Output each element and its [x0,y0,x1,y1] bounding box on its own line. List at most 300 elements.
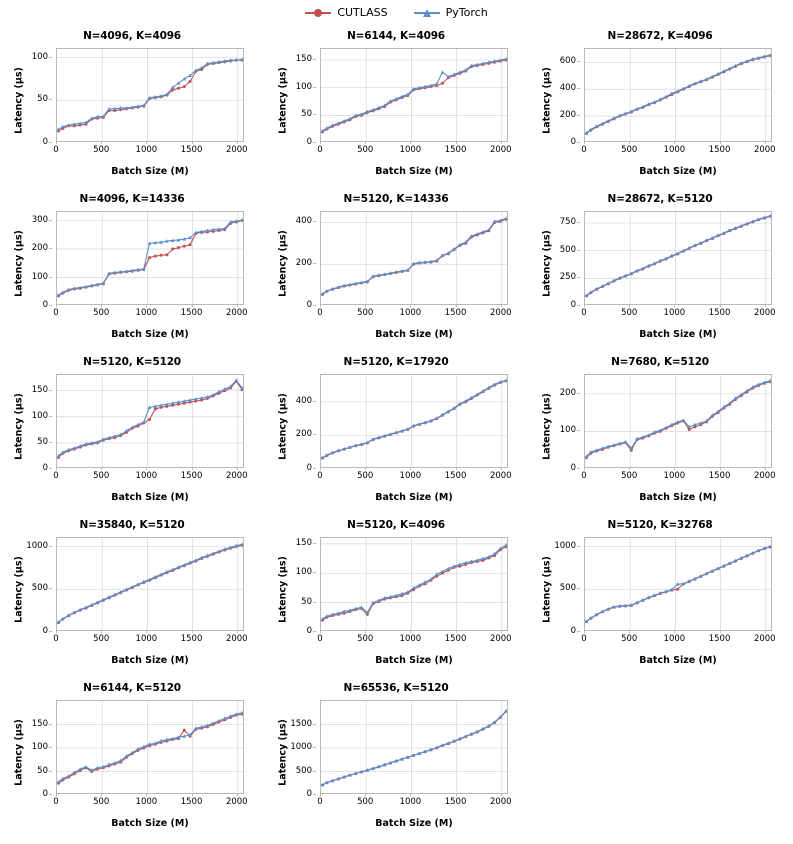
subplot-title: N=65536, K=5120 [343,682,449,694]
x-tick-mark [365,793,366,796]
y-tick-mark [577,468,580,469]
y-tick-mark [49,248,52,249]
x-tick-mark [365,141,366,144]
y-tick-label: 0 [570,300,576,310]
x-tick-mark [456,793,457,796]
x-tick-mark [765,467,766,470]
x-tick-mark [720,304,721,307]
subplot [264,26,528,189]
y-axis-label: Latency (μs) [541,393,553,460]
x-tick-labels [581,633,776,645]
subplot-title: N=6144, K=4096 [347,30,445,42]
x-tick-label: 1000 [399,634,422,644]
x-axis-label: Batch Size (M) [639,166,717,177]
x-tick-label: 0 [53,145,59,155]
x-tick-label: 500 [93,797,110,807]
x-tick-label: 500 [621,471,638,481]
subplot-grid [0,26,793,844]
y-tick-mark [313,631,316,632]
x-tick-mark [501,793,502,796]
y-tick-mark [313,434,316,435]
subplot-title: N=4096, K=14336 [79,193,185,205]
x-tick-label: 0 [317,634,323,644]
y-tick-labels [0,374,52,473]
x-tick-label: 1000 [663,634,686,644]
x-tick-label: 0 [53,634,59,644]
x-tick-label: 0 [581,145,587,155]
y-tick-label: 0 [42,300,48,310]
y-tick-mark [313,263,316,264]
y-tick-mark [577,250,580,251]
y-tick-label: 200 [559,110,576,121]
y-tick-label: 500 [31,583,48,594]
y-tick-mark [313,221,316,222]
x-tick-label: 500 [93,145,110,155]
x-tick-labels [317,796,512,808]
subplot [0,189,264,352]
y-tick-labels [0,537,52,636]
x-tick-mark [410,630,411,633]
y-tick-mark [577,277,580,278]
y-tick-mark [313,794,316,795]
x-tick-labels [53,796,248,808]
plot-area [584,211,772,305]
y-tick-label: 1000 [26,540,48,551]
x-tick-mark [720,630,721,633]
y-axis-label: Latency (μs) [541,67,553,134]
x-tick-label: 1500 [708,145,731,155]
x-tick-mark [365,467,366,470]
x-tick-mark [629,141,630,144]
y-tick-label: 150 [31,718,48,729]
y-tick-label: 100 [295,81,312,92]
y-tick-label: 150 [295,537,312,548]
plot-area [56,374,244,468]
y-tick-mark [313,572,316,573]
x-axis-label: Batch Size (M) [639,655,717,666]
subplot [0,515,264,678]
legend-label: PyTorch [445,6,488,19]
x-tick-label: 2000 [489,145,512,155]
x-tick-mark [320,141,321,144]
y-tick-label: 500 [559,583,576,594]
y-axis-label: Latency (μs) [13,556,25,623]
x-tick-labels [317,470,512,482]
y-tick-mark [49,442,52,443]
x-tick-mark [192,467,193,470]
y-tick-mark [49,794,52,795]
y-tick-label: 200 [31,243,48,254]
y-tick-mark [49,99,52,100]
y-tick-label: 50 [37,765,48,776]
y-tick-mark [577,115,580,116]
x-tick-labels [581,307,776,319]
y-tick-mark [313,747,316,748]
y-tick-label: 0 [42,137,48,147]
x-tick-mark [629,304,630,307]
x-tick-labels [317,307,512,319]
x-tick-labels [581,470,776,482]
y-tick-labels [264,48,316,147]
y-tick-mark [49,390,52,391]
y-tick-label: 100 [295,567,312,578]
plot-area [56,48,244,142]
x-tick-mark [237,630,238,633]
x-tick-mark [584,141,585,144]
x-tick-mark [501,467,502,470]
y-tick-mark [49,305,52,306]
x-tick-mark [192,304,193,307]
subplot [528,26,792,189]
y-tick-label: 300 [31,214,48,225]
legend-entry-cutlass [305,6,387,19]
x-tick-mark [720,467,721,470]
y-tick-mark [49,724,52,725]
plot-area [320,374,508,468]
y-tick-label: 50 [301,596,312,607]
x-tick-label: 1000 [663,308,686,318]
y-tick-label: 50 [37,94,48,105]
y-tick-mark [577,61,580,62]
x-tick-mark [410,467,411,470]
x-tick-label: 500 [93,308,110,318]
y-tick-label: 400 [295,395,312,406]
x-tick-label: 2000 [489,797,512,807]
plot-area [56,211,244,305]
x-tick-mark [629,467,630,470]
y-tick-mark [313,724,316,725]
x-tick-label: 500 [357,471,374,481]
legend-swatch-circle-icon [305,7,331,19]
y-tick-label: 150 [31,384,48,395]
x-tick-label: 1500 [180,471,203,481]
plot-area [584,48,772,142]
y-tick-mark [577,430,580,431]
y-tick-mark [313,602,316,603]
x-tick-label: 0 [581,634,587,644]
x-tick-label: 0 [53,797,59,807]
y-tick-labels [264,374,316,473]
x-tick-label: 1000 [399,145,422,155]
x-tick-label: 1000 [663,145,686,155]
y-tick-label: 200 [559,387,576,398]
x-axis-label: Batch Size (M) [111,329,189,340]
y-tick-mark [313,142,316,143]
y-tick-label: 0 [42,626,48,636]
x-tick-mark [192,793,193,796]
x-tick-mark [584,304,585,307]
y-tick-mark [49,416,52,417]
y-tick-labels [264,211,316,310]
x-tick-label: 1500 [180,308,203,318]
x-tick-label: 500 [621,145,638,155]
x-tick-mark [101,467,102,470]
subplot-title: N=5120, K=5120 [83,356,181,368]
x-tick-label: 0 [317,145,323,155]
legend [0,6,793,19]
x-tick-mark [410,304,411,307]
plot-area [584,537,772,631]
y-tick-label: 0 [306,463,312,473]
x-tick-label: 500 [357,308,374,318]
subplot [0,352,264,515]
y-tick-mark [313,401,316,402]
x-tick-label: 2000 [753,634,776,644]
subplot [528,352,792,515]
x-tick-mark [237,793,238,796]
y-tick-label: 500 [295,765,312,776]
y-tick-label: 1000 [290,742,312,752]
y-tick-labels [264,537,316,636]
y-tick-mark [49,771,52,772]
legend-label: CUTLASS [337,6,388,19]
x-tick-label: 0 [317,471,323,481]
subplot [0,26,264,189]
y-tick-mark [49,588,52,589]
x-tick-label: 2000 [753,308,776,318]
x-tick-mark [456,141,457,144]
x-tick-label: 1000 [399,308,422,318]
subplot-title: N=5120, K=32768 [607,519,713,531]
x-tick-label: 1500 [444,634,467,644]
y-tick-mark [313,305,316,306]
x-axis-label: Batch Size (M) [375,655,453,666]
y-tick-label: 1500 [290,718,312,729]
x-tick-label: 2000 [489,308,512,318]
x-tick-label: 2000 [489,471,512,481]
plot-area [320,48,508,142]
y-tick-mark [577,393,580,394]
y-tick-mark [313,543,316,544]
subplot-title: N=7680, K=5120 [611,356,709,368]
y-tick-mark [49,546,52,547]
x-tick-mark [320,467,321,470]
x-tick-mark [146,141,147,144]
x-tick-mark [192,630,193,633]
x-tick-label: 2000 [225,634,248,644]
y-tick-label: 750 [559,217,576,228]
x-tick-label: 0 [317,308,323,318]
y-tick-label: 250 [559,272,576,283]
x-tick-mark [320,630,321,633]
y-tick-label: 400 [295,216,312,227]
x-axis-label: Batch Size (M) [111,818,189,829]
y-tick-label: 0 [306,789,312,799]
y-tick-mark [313,468,316,469]
x-tick-labels [53,470,248,482]
x-tick-mark [101,141,102,144]
y-tick-mark [49,57,52,58]
x-tick-label: 500 [621,634,638,644]
y-axis-label: Latency (μs) [541,556,553,623]
x-tick-mark [765,141,766,144]
y-tick-mark [577,305,580,306]
x-tick-label: 500 [93,471,110,481]
x-axis-label: Batch Size (M) [639,329,717,340]
y-tick-mark [313,771,316,772]
x-tick-mark [146,630,147,633]
x-tick-label: 1000 [399,797,422,807]
plot-area [320,211,508,305]
x-tick-mark [56,630,57,633]
x-tick-mark [237,467,238,470]
x-tick-mark [320,304,321,307]
y-tick-mark [577,631,580,632]
plot-area [56,537,244,631]
subplot-title: N=28672, K=4096 [607,30,713,42]
y-tick-label: 0 [306,300,312,310]
x-tick-label: 0 [581,471,587,481]
x-tick-label: 2000 [225,797,248,807]
y-tick-label: 0 [570,626,576,636]
x-tick-mark [674,304,675,307]
x-tick-label: 1500 [180,797,203,807]
x-tick-labels [581,144,776,156]
y-axis-label: Latency (μs) [541,230,553,297]
y-axis-label: Latency (μs) [277,230,289,297]
x-tick-mark [146,467,147,470]
x-tick-label: 0 [581,308,587,318]
x-tick-mark [765,304,766,307]
y-tick-labels [528,48,580,147]
x-tick-label: 500 [357,797,374,807]
x-tick-label: 1000 [135,634,158,644]
x-tick-label: 1500 [180,145,203,155]
subplot [264,352,528,515]
x-tick-label: 2000 [753,145,776,155]
y-tick-label: 200 [295,429,312,440]
x-tick-mark [146,304,147,307]
x-tick-label: 500 [357,634,374,644]
y-axis-label: Latency (μs) [13,719,25,786]
subplot [528,189,792,352]
y-tick-mark [49,468,52,469]
y-tick-label: 50 [301,109,312,120]
y-tick-mark [577,588,580,589]
x-tick-mark [56,793,57,796]
x-tick-mark [456,467,457,470]
y-tick-mark [49,277,52,278]
x-tick-label: 1000 [135,145,158,155]
x-tick-mark [501,304,502,307]
x-tick-label: 1500 [708,308,731,318]
y-tick-label: 1000 [554,540,576,551]
x-axis-label: Batch Size (M) [375,329,453,340]
y-tick-label: 100 [559,425,576,436]
x-tick-labels [53,144,248,156]
subplot [264,678,528,841]
x-tick-label: 500 [621,308,638,318]
y-tick-label: 50 [37,436,48,447]
y-tick-label: 100 [31,742,48,752]
y-tick-labels [264,700,316,799]
subplot-title: N=28672, K=5120 [607,193,713,205]
x-tick-label: 1500 [708,471,731,481]
x-tick-label: 1000 [135,797,158,807]
x-tick-label: 0 [317,797,323,807]
x-tick-label: 2000 [225,471,248,481]
x-tick-mark [410,793,411,796]
x-tick-mark [584,630,585,633]
x-tick-label: 2000 [489,634,512,644]
plot-area [320,537,508,631]
y-axis-label: Latency (μs) [13,393,25,460]
x-tick-mark [410,141,411,144]
subplot-title: N=6144, K=5120 [83,682,181,694]
y-tick-label: 600 [559,56,576,67]
y-tick-mark [577,88,580,89]
x-tick-label: 0 [53,471,59,481]
plot-area [56,700,244,794]
x-tick-labels [317,633,512,645]
x-tick-mark [456,304,457,307]
y-tick-mark [577,546,580,547]
x-tick-mark [56,141,57,144]
y-tick-labels [0,700,52,799]
y-tick-label: 200 [295,258,312,269]
y-tick-labels [0,211,52,310]
x-tick-mark [629,630,630,633]
subplot-title: N=4096, K=4096 [83,30,181,42]
x-axis-label: Batch Size (M) [111,492,189,503]
subplot-title: N=5120, K=14336 [343,193,449,205]
y-tick-label: 100 [31,271,48,282]
y-tick-label: 150 [295,54,312,65]
subplot-title: N=5120, K=4096 [347,519,445,531]
x-tick-mark [192,141,193,144]
x-tick-mark [501,141,502,144]
plot-area [320,700,508,794]
x-tick-mark [320,793,321,796]
x-tick-mark [674,141,675,144]
legend-entry-pytorch [414,6,488,19]
x-tick-mark [674,630,675,633]
subplot [528,515,792,678]
x-tick-mark [56,304,57,307]
x-tick-mark [674,467,675,470]
x-tick-label: 1500 [444,471,467,481]
y-tick-mark [313,59,316,60]
y-tick-mark [49,220,52,221]
x-tick-mark [146,793,147,796]
y-tick-mark [49,631,52,632]
x-tick-mark [101,793,102,796]
x-tick-label: 1500 [444,797,467,807]
x-axis-label: Batch Size (M) [375,818,453,829]
x-tick-mark [101,304,102,307]
x-tick-label: 2000 [753,471,776,481]
x-tick-labels [53,307,248,319]
x-tick-label: 2000 [225,145,248,155]
y-axis-label: Latency (μs) [277,67,289,134]
x-tick-label: 1500 [444,145,467,155]
x-axis-label: Batch Size (M) [639,492,717,503]
x-tick-label: 1000 [135,471,158,481]
y-tick-label: 500 [559,244,576,255]
x-tick-mark [501,630,502,633]
y-tick-label: 0 [42,463,48,473]
y-tick-labels [528,537,580,636]
x-tick-mark [765,630,766,633]
x-tick-mark [365,630,366,633]
y-tick-label: 0 [42,789,48,799]
subplot-title: N=5120, K=17920 [343,356,449,368]
x-axis-label: Batch Size (M) [111,166,189,177]
y-axis-label: Latency (μs) [277,719,289,786]
x-tick-mark [237,304,238,307]
y-tick-mark [313,114,316,115]
x-tick-label: 1000 [663,471,686,481]
